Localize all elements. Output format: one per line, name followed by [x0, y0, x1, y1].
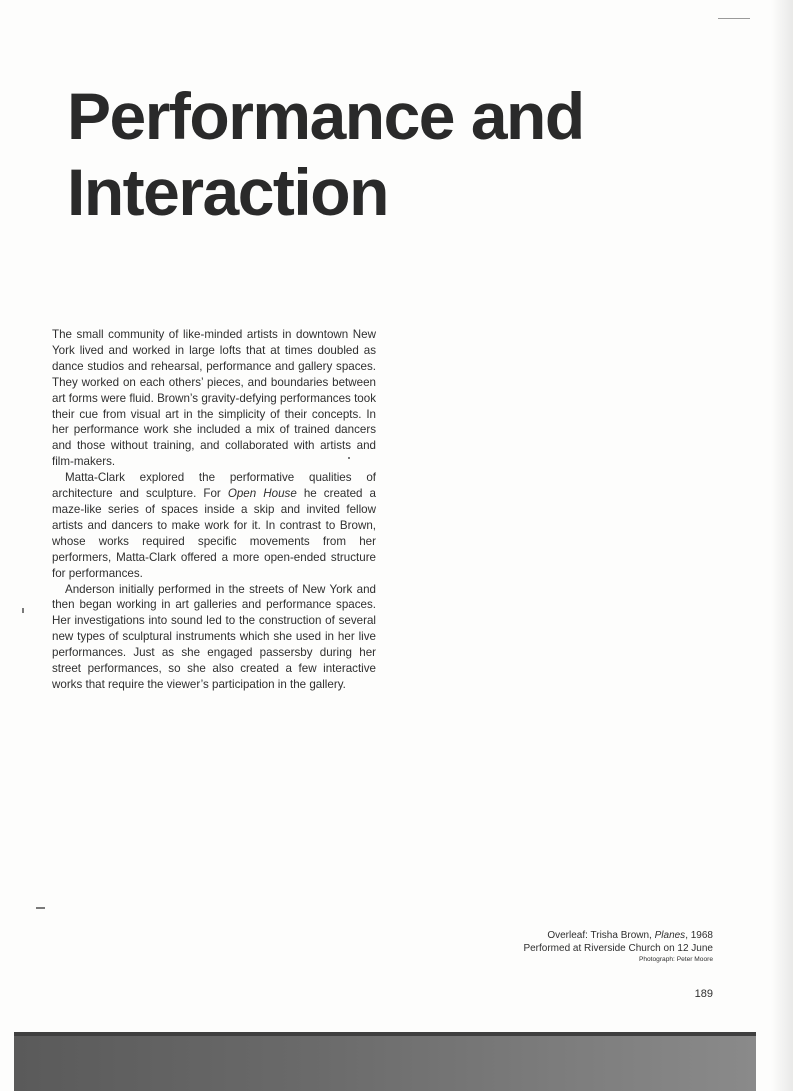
title-line-1: Performance and	[67, 79, 584, 153]
paragraph-2	[52, 470, 376, 581]
photo-credit: Photograph: Peter Moore	[638, 956, 713, 963]
paragraph-2-start: Matta-Clark explored the performative qualities of architecture and sculpture. For	[52, 471, 376, 501]
page-number: 189	[694, 988, 713, 1000]
photo-caption	[413, 929, 713, 965]
page-title	[67, 78, 687, 230]
title-line-2: Interaction	[67, 155, 388, 229]
page-edge-shadow	[771, 0, 793, 1091]
caption-work-title: Planes	[654, 930, 686, 941]
scan-speck	[22, 608, 24, 613]
caption-line-1	[413, 929, 713, 942]
caption-line-1-start: Overleaf: Trisha Brown,	[547, 930, 655, 941]
caption-line-2: Performed at Riverside Church on 12 June	[523, 943, 713, 954]
paragraph-1: The small community of like-minded artists in downtown New York lived and worked in large lofts that at times doubled as dance studios and rehearsal, performance and gallery spaces. They worked on each others’ pieces, and boundaries between art forms were fluid. Brown’s gravity-defying performances took their cue from visual art in the simplicity of their concepts. In her performance work she included a mix of trained dancers and those without training, and collaborated with artists and film-makers.	[52, 328, 376, 469]
work-title-open-house: Open House	[227, 487, 297, 501]
scan-speck	[348, 457, 350, 459]
paragraph-2-end: he created a maze-like series of spaces inside a skip and invited fellow artists and dancers to make work for it. In contrast to Brown, whose works required specific movements from her performers, Matta-Clark offered a more open-ended structure for performances.	[52, 487, 376, 580]
caption-line-1-end: , 1968	[685, 930, 713, 941]
paragraph-3: Anderson initially performed in the streets of New York and then began working in art galleries and performance spaces. Her investigations into sound led to the construction of several new types of sculptural instruments which she used in her live performances. Just as she engaged passersby during her street performances, so she also created a few interactive works that require the viewer’s participation in the gallery.	[52, 582, 376, 691]
next-page-photo-strip	[14, 1036, 756, 1091]
body-text	[52, 327, 376, 693]
scan-speck	[36, 907, 45, 909]
top-rule	[718, 18, 750, 19]
